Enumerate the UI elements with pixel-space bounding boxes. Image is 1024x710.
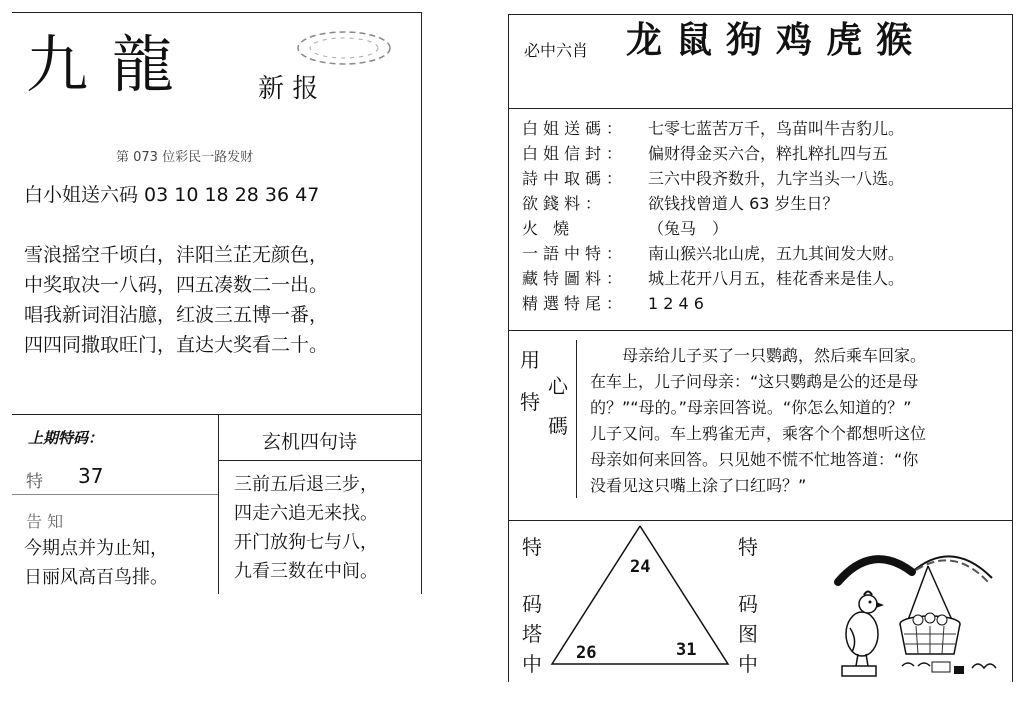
- tower-bottom-left-number: 26: [576, 643, 597, 663]
- special-label: 特: [26, 472, 43, 492]
- zodiac-item: 鸡: [776, 19, 813, 61]
- story-text: [590, 348, 926, 504]
- right-top-border: [508, 14, 1013, 15]
- right-hline-1: [508, 108, 1013, 109]
- story-line: 儿子又问。车上鸦雀无声，乘客个个都想听这位: [590, 424, 927, 443]
- zodiac-item: 猴: [876, 19, 913, 61]
- story-side-char: 碼: [548, 414, 568, 438]
- zodiac-item: 龙: [626, 19, 663, 61]
- left-grid-hline: [12, 414, 422, 415]
- tips-list: [522, 116, 904, 316]
- notice-block: [24, 540, 168, 598]
- tower-triangle: [540, 520, 740, 670]
- tip-row: 一語中特： 南山猴兴北山虎，五九其间发大财。: [522, 244, 905, 263]
- zodiac-item: 狗: [726, 19, 763, 61]
- masthead-title: 九 龍: [26, 28, 176, 101]
- six-zodiac-label: 必中六肖: [524, 41, 589, 60]
- tip-row: 藏特圖料： 城上花开八月五，桂花香来是佳人。: [522, 269, 905, 288]
- xuanji-line: 九看三数在中间。: [234, 561, 378, 582]
- right-left-border: [508, 14, 509, 682]
- tower-right-label-3: 图: [738, 622, 758, 646]
- xuanji-line: 开门放狗七与八，: [234, 532, 378, 553]
- story-side-divider: [576, 340, 577, 498]
- last-special-label: 上期特码：: [28, 429, 104, 447]
- tip-row: 詩中取碼： 三六中段齐数升，九字当头一八选。: [522, 169, 905, 188]
- xuanji-line: 三前五后退三步，: [234, 474, 378, 495]
- cartoon-illustration: [832, 548, 1008, 684]
- left-grid-hline-2: [218, 460, 422, 461]
- notice-line: 日丽风高百鸟排。: [24, 567, 168, 588]
- story-line: 没看见这只嘴上涂了口红吗？”: [590, 476, 807, 495]
- tower-left-label-3: 塔: [522, 622, 542, 646]
- poem-line: 中奖取决一八码，四五凑数二一出。: [24, 274, 329, 296]
- poem-line: 雪浪摇空千顷白，沣阳兰芷无颜色，: [24, 244, 329, 266]
- tower-top-number: 24: [630, 557, 651, 577]
- notice-line: 今期点并为止知，: [24, 538, 168, 559]
- story-line: 母亲给儿子买了一只鹦鹉，然后乘车回家。: [590, 346, 927, 365]
- tip-row: 欲錢料： 欲钱找曾道人 63 岁生日？: [522, 194, 839, 213]
- tower-bottom-right-number: 31: [676, 640, 697, 660]
- left-right-border: [421, 12, 422, 594]
- poem-block: [24, 246, 328, 366]
- tip-row: 精選特尾： 1 2 4 6: [522, 294, 704, 313]
- tip-row: 白姐信封： 偏财得金买六合，粹扎粹扎四与五: [522, 144, 889, 163]
- left-top-border: [12, 12, 422, 13]
- story-line: 在车上，儿子问母亲：“这只鹦鹉是公的还是母: [590, 372, 919, 391]
- six-codes-line: 白小姐送六码 03 10 18 28 36 47: [24, 184, 320, 206]
- story-line: 母亲如何来回答。只见她不慌不忙地答道：“你: [590, 450, 919, 469]
- masthead-subtitle: 新 报: [258, 74, 319, 104]
- zodiac-item: 虎: [826, 19, 863, 61]
- xuanji-block: [234, 476, 378, 592]
- xuanji-title: 玄机四句诗: [262, 431, 358, 453]
- tower-right-label-2: 码: [738, 592, 758, 616]
- issue-line: 第 073 位彩民一路发财: [116, 150, 254, 165]
- masthead-decoration: [294, 26, 394, 70]
- poem-line: 唱我新词泪沾臆，红波三五博一番，: [24, 304, 329, 326]
- tower-right-label-1: 特: [738, 535, 758, 559]
- tower-left-label-2: 码: [522, 592, 542, 616]
- tip-row: 火 燒 （兔马 ）: [522, 219, 729, 238]
- tower-right-label-4: 中: [738, 652, 758, 676]
- special-value: 37: [78, 464, 104, 488]
- tower-left-label-4: 中: [522, 652, 542, 676]
- story-line: 的？”“母的。”母亲回答说。“你怎么知道的？”: [590, 398, 912, 417]
- left-grid-vline: [218, 414, 219, 594]
- tip-row: 白姐送碼： 七零七蓝苦万千，鸟苗叫牛吉豹儿。: [522, 119, 905, 138]
- zodiac-item: 鼠: [676, 19, 713, 61]
- left-grid-hline-3: [12, 494, 218, 495]
- tower-left-label-1: 特: [522, 535, 542, 559]
- right-hline-2: [508, 330, 1013, 331]
- story-side-char: 特: [520, 390, 540, 414]
- notice-label: 告 知: [26, 512, 64, 531]
- xuanji-line: 四走六追无来找。: [234, 503, 378, 524]
- zodiac-list: [626, 19, 926, 61]
- right-right-border: [1012, 14, 1013, 682]
- poem-line: 四四同撒取旺门，直达大奖看二十。: [24, 334, 329, 356]
- story-side-char: 心: [548, 374, 568, 398]
- story-side-char: 用: [520, 348, 540, 372]
